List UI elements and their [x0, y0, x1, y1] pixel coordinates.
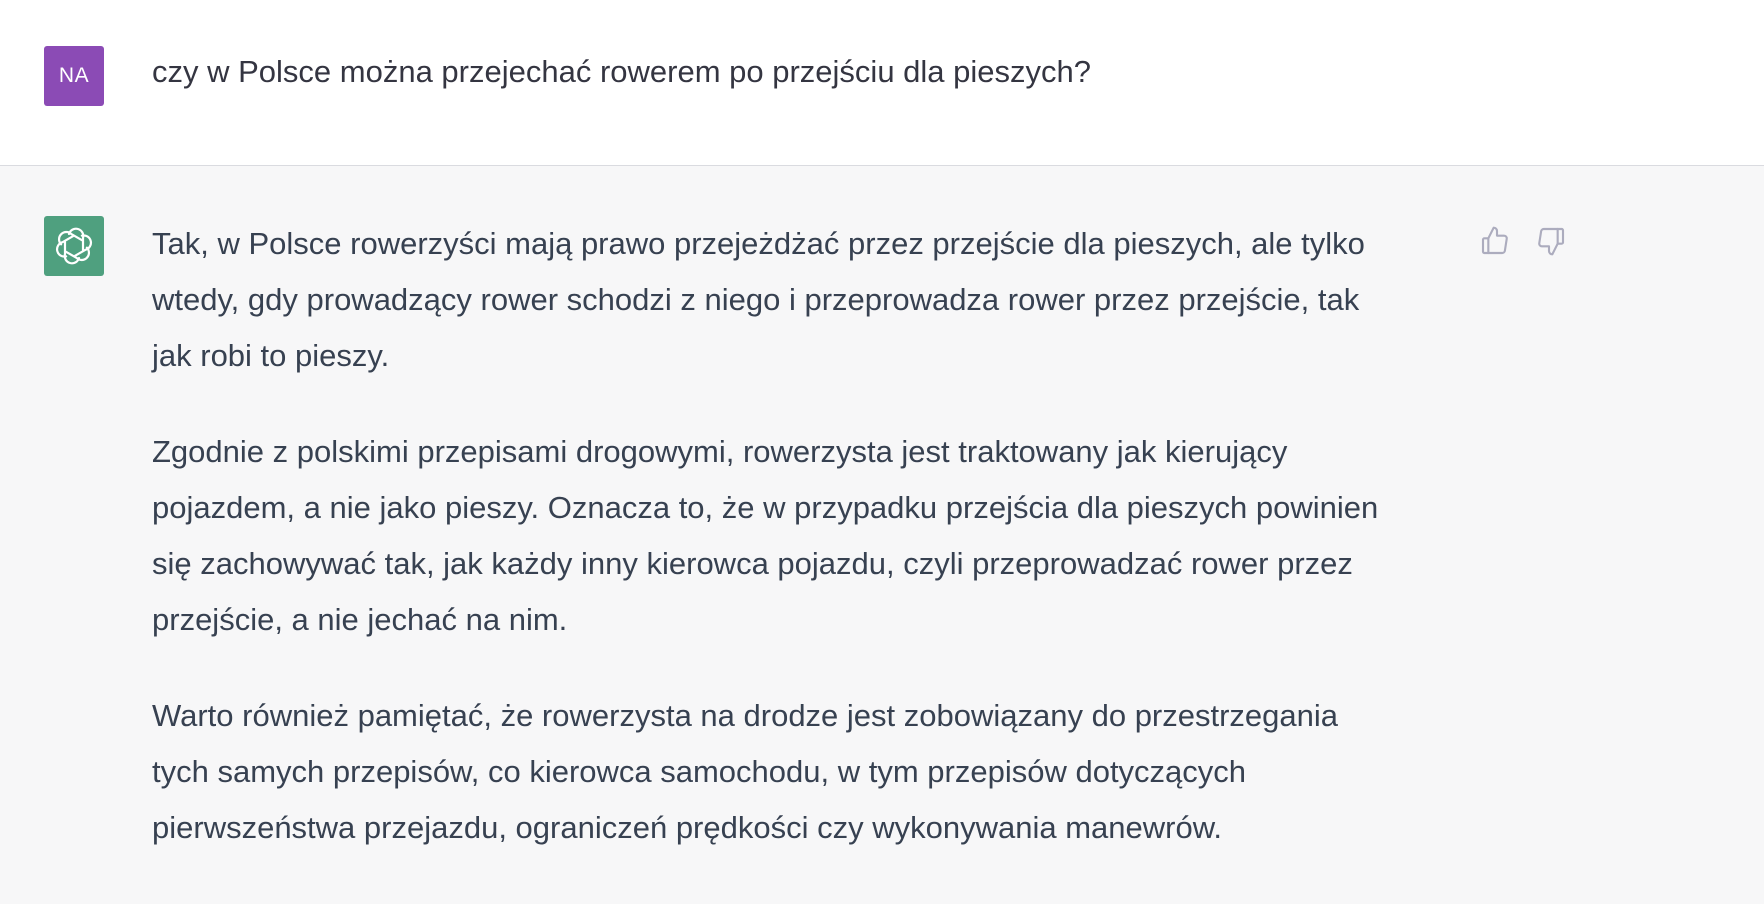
thumbs-down-button[interactable] — [1534, 224, 1568, 258]
answer-paragraph-1: Tak, w Polsce rowerzyści mają prawo przejeżdżać przez przejście dla pieszych, ale tylko wtedy, gdy prowadzący rower schodzi z niego i przeprowadza rower przez przejście, tak jak robi to pieszy. — [152, 226, 1365, 373]
assistant-message-row — [0, 166, 1764, 904]
user-message-row — [0, 0, 1764, 166]
thumbs-up-button[interactable] — [1478, 224, 1512, 258]
answer-paragraph-3: Warto również pamiętać, że rowerzysta na drodze jest zobowiązany do przestrzegania tych samych przepisów, co kierowca samochodu, w tym przepisów dotyczących pierwszeństwa przejazdu, ograniczeń prędkości czy wykonywania manewrów. — [152, 698, 1339, 845]
answer-paragraph-2: Zgodnie z polskimi przepisami drogowymi, rowerzysta jest traktowany jak kierujący pojazdem, a nie jako pieszy. Oznacza to, że w przypadku przejścia dla pieszych powinien się zachowywać tak, jak każdy inny kierowca pojazdu, czyli przeprowadzać rower przez przejście, a nie jechać na nim. — [152, 434, 1379, 637]
assistant-message-text — [152, 216, 1442, 896]
user-message-text: czy w Polsce można przejechać rowerem po przejściu dla pieszych? — [152, 54, 1092, 89]
user-avatar: NA — [44, 46, 104, 106]
thumbs-up-icon — [1479, 225, 1511, 257]
feedback-buttons — [1478, 224, 1568, 258]
thumbs-down-icon — [1535, 225, 1567, 257]
openai-logo-icon — [44, 216, 104, 276]
